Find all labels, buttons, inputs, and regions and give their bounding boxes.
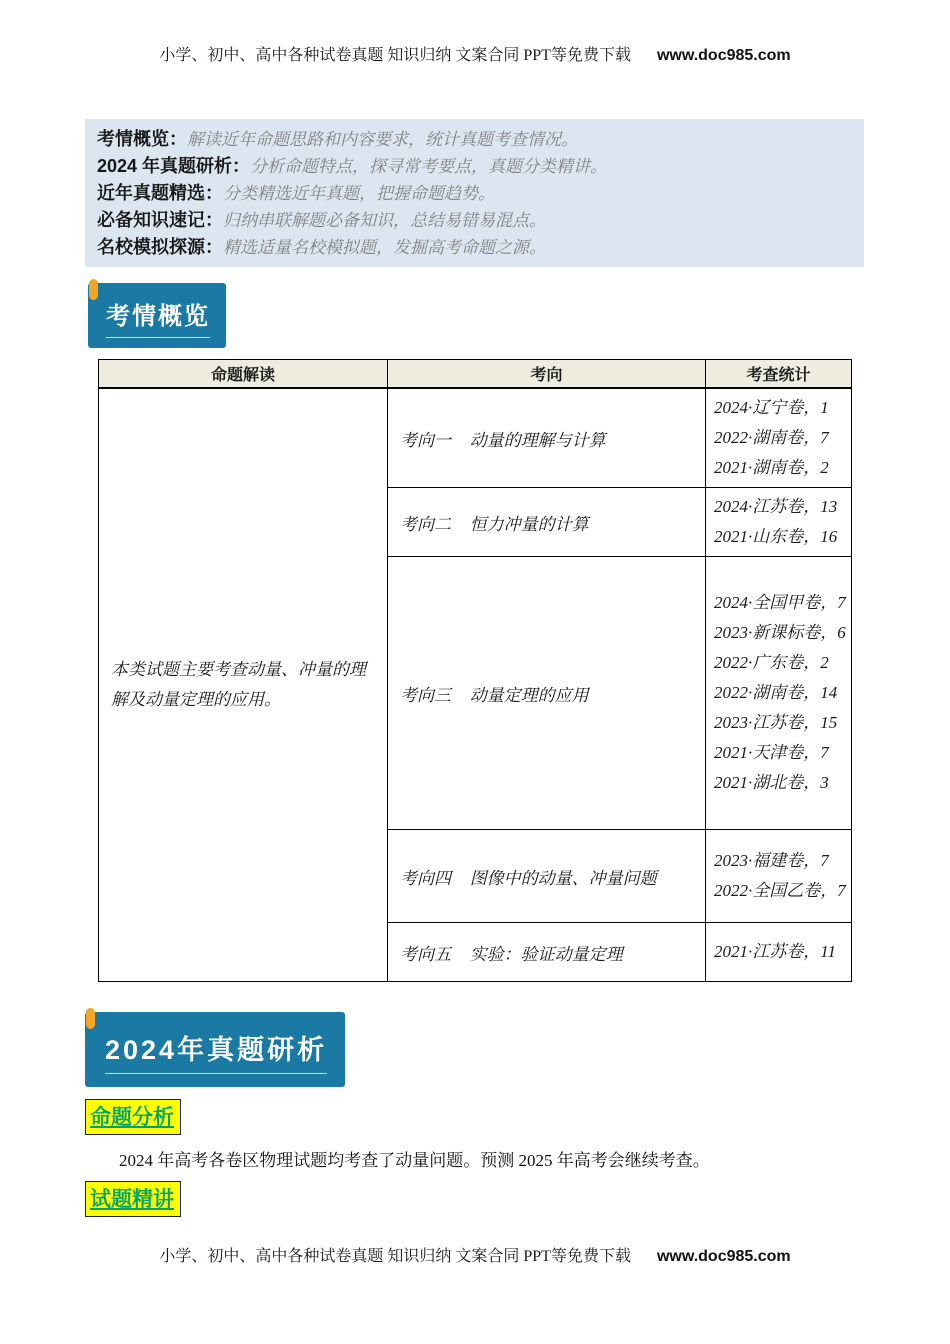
footer-promo-text: 小学、初中、高中各种试卷真题 知识归纳 文案合同 PPT等免费下载 [159, 1248, 631, 1265]
direction-topic: 动量的理解与计算 [469, 430, 606, 450]
accent-pill-icon [86, 1008, 95, 1029]
section-badge-label: 2024年真题研析 [105, 1028, 327, 1074]
stat-entry: 2023·新课标卷，6 [714, 623, 846, 642]
column-header-interpretation: 命题解读 [99, 360, 388, 389]
stat-entry: 2021·天津卷，7 [714, 743, 829, 762]
intro-item-desc: 分析命题特点，探寻常考要点，真题分类精讲。 [250, 157, 608, 176]
intro-item-desc: 精选适量名校模拟题，发掘高考命题之源。 [223, 238, 546, 257]
direction-topic: 动量定理的应用 [469, 685, 589, 705]
direction-topic: 实验：验证动量定理 [469, 944, 623, 964]
table-row [99, 388, 852, 488]
intro-item-desc: 解读近年命题思路和内容要求，统计真题考查情况。 [187, 130, 578, 149]
stat-entry: 2023·江苏卷，15 [714, 713, 838, 732]
intro-line [97, 126, 852, 153]
direction-topic: 图像中的动量、冲量问题 [469, 868, 657, 888]
direction-cell [388, 923, 706, 982]
stats-cell [706, 830, 852, 923]
stat-entry: 2024·辽宁卷，1 [714, 398, 829, 417]
interpretation-cell: 本类试题主要考查动量、冲量的理解及动量定理的应用。 [99, 388, 388, 982]
stat-entry: 2021·山东卷，16 [714, 527, 838, 546]
stat-entry: 2022·全国乙卷，7 [714, 881, 846, 900]
direction-cell [388, 830, 706, 923]
page-footer [0, 1243, 950, 1266]
column-header-direction: 考向 [388, 360, 706, 389]
stats-cell [706, 557, 852, 830]
intro-line [97, 207, 852, 234]
subsection-highlight-label: 试题精讲 [85, 1181, 181, 1217]
section-badge-2024-zhenti-yanxi [85, 1012, 345, 1087]
analysis-paragraph: 2024 年高考各卷区物理试题均考查了动量问题。预测 2025 年高考会继续考查。 [119, 1151, 710, 1170]
column-header-stats: 考查统计 [706, 360, 852, 389]
direction-number: 考向五 [400, 944, 451, 964]
intro-item-label: 名校模拟探源： [97, 237, 223, 257]
stat-entry: 2023·福建卷，7 [714, 851, 829, 870]
stats-cell [706, 923, 852, 982]
direction-cell [388, 557, 706, 830]
intro-item-desc: 归纳串联解题必备知识，总结易错易混点。 [223, 211, 546, 230]
section-badge-label: 考情概览 [106, 296, 210, 338]
direction-cell [388, 488, 706, 557]
direction-topic: 恒力冲量的计算 [469, 514, 589, 534]
table-header-row [99, 360, 852, 389]
section-badge [85, 1012, 345, 1087]
subsection-shiti-jingjiang [85, 1181, 950, 1217]
stat-entry: 2024·全国甲卷，7 [714, 593, 846, 612]
intro-item-label: 必备知识速记： [97, 210, 223, 230]
direction-number: 考向四 [400, 868, 451, 888]
intro-item-label: 2024 年真题研析： [97, 156, 251, 176]
accent-pill-icon [89, 279, 98, 300]
intro-line [97, 234, 852, 261]
intro-item-desc: 分类精选近年真题，把握命题趋势。 [223, 184, 495, 203]
page-header [0, 0, 950, 65]
direction-cell [388, 388, 706, 488]
direction-number: 考向一 [400, 430, 451, 450]
header-promo-text: 小学、初中、高中各种试卷真题 知识归纳 文案合同 PPT等免费下载 [159, 47, 631, 64]
direction-number: 考向三 [400, 685, 451, 705]
header-site-link[interactable]: www.doc985.com [656, 47, 791, 64]
stat-entry: 2021·湖南卷，2 [714, 458, 829, 477]
stat-entry: 2022·湖南卷，14 [714, 683, 838, 702]
footer-site-link[interactable]: www.doc985.com [656, 1248, 791, 1265]
stats-cell [706, 488, 852, 557]
subsection-mingti-fenxi [85, 1099, 950, 1135]
subsection-highlight-label: 命题分析 [85, 1099, 181, 1135]
stat-entry: 2021·江苏卷，11 [714, 942, 836, 961]
stats-cell [706, 388, 852, 488]
intro-item-label: 近年真题精选： [97, 183, 223, 203]
intro-line [97, 153, 852, 180]
stat-entry: 2024·江苏卷，13 [714, 497, 838, 516]
direction-number: 考向二 [400, 514, 451, 534]
overview-table [98, 359, 852, 982]
stat-entry: 2022·广东卷，2 [714, 653, 829, 672]
section-badge-kaoqing-gailan [88, 283, 226, 348]
section-badge [88, 283, 226, 348]
intro-item-label: 考情概览： [97, 129, 187, 149]
intro-line [97, 180, 852, 207]
intro-summary-box [85, 119, 864, 267]
stat-entry: 2021·湖北卷，3 [714, 773, 829, 792]
stat-entry: 2022·湖南卷，7 [714, 428, 829, 447]
